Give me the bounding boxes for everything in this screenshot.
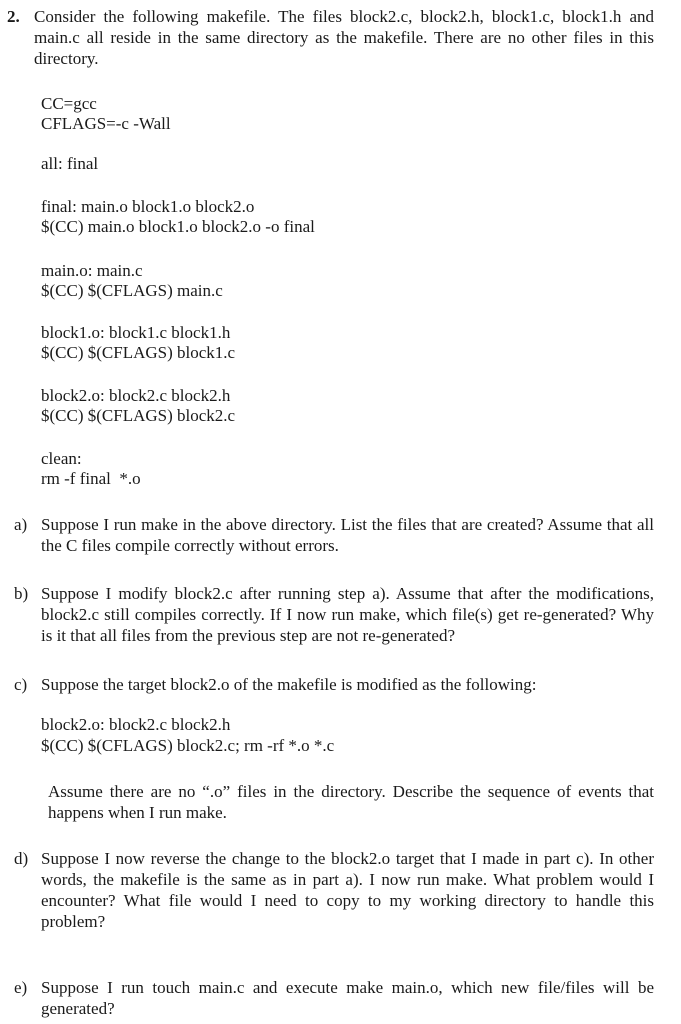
question-number: 2. xyxy=(7,7,20,26)
makefile-line: $(CC) $(CFLAGS) block2.c xyxy=(41,406,236,425)
makefile-line: all: final xyxy=(41,154,99,173)
part-c-code-line: $(CC) $(CFLAGS) block2.c; rm -rf *.o *.c xyxy=(41,736,335,755)
part-c-followup: Assume there are no “.o” files in the directory. Describe the sequence of events that happens when I run make. xyxy=(48,782,654,822)
makefile-line: $(CC) $(CFLAGS) main.c xyxy=(41,281,223,300)
makefile-line: CC=gcc xyxy=(41,94,97,113)
makefile-line: block2.o: block2.c block2.h xyxy=(41,386,231,405)
part-e-text: Suppose I run touch main.c and execute make main.o, which new file/files will be generated? xyxy=(41,978,654,1018)
part-c-code-line: block2.o: block2.c block2.h xyxy=(41,715,231,734)
part-a-label: a) xyxy=(14,515,28,534)
part-a-text: Suppose I run make in the above directory. List the files that are created? Assume that all the C files compile correctly without errors. xyxy=(41,515,654,555)
makefile-line: final: main.o block1.o block2.o xyxy=(41,197,255,216)
makefile-line: main.o: main.c xyxy=(41,261,143,280)
question-intro: Consider the following makefile. The files block2.c, block2.h, block1.c, block1.h and main.c all reside in the same directory as the makefile. There are no other files in this directory. xyxy=(34,7,654,68)
part-d-label: d) xyxy=(14,849,29,868)
part-e-label: e) xyxy=(14,978,28,997)
part-b-label: b) xyxy=(14,584,29,603)
part-b-text: Suppose I modify block2.c after running step a). Assume that after the modifications, block2.c still compiles correctly. If I now run make, which file(s) get re-generated? Why is it that all files from the previous step are not re-generated? xyxy=(41,584,654,645)
part-c-label: c) xyxy=(14,675,28,694)
makefile-line: rm -f final *.o xyxy=(41,469,141,488)
makefile-line: $(CC) $(CFLAGS) block1.c xyxy=(41,343,236,362)
makefile-line: block1.o: block1.c block1.h xyxy=(41,323,231,342)
makefile-line: clean: xyxy=(41,449,82,468)
makefile-line: CFLAGS=-c -Wall xyxy=(41,114,171,133)
part-c-text: Suppose the target block2.o of the makefile is modified as the following: xyxy=(41,675,537,694)
part-d-text: Suppose I now reverse the change to the block2.o target that I made in part c). In other words, the makefile is the same as in part a). I now run make. What problem would I encounter? What file would I need to copy to my working directory to handle this problem? xyxy=(41,849,654,931)
makefile-line: $(CC) main.o block1.o block2.o -o final xyxy=(41,217,315,236)
